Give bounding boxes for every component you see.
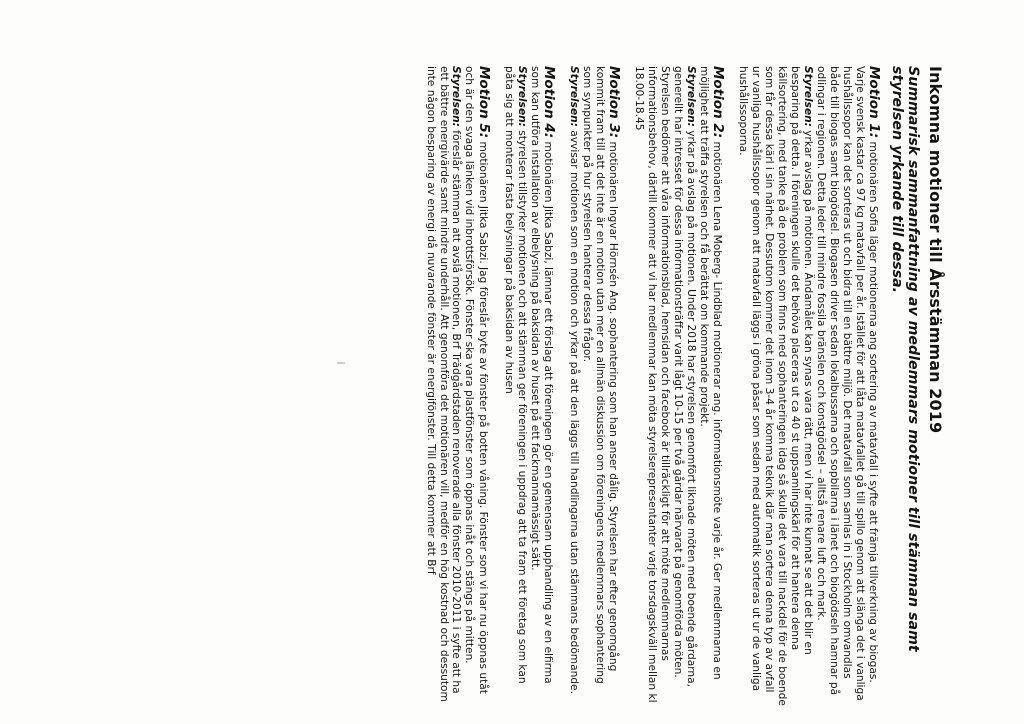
motion-text xyxy=(528,66,557,706)
motion-2 xyxy=(632,66,726,706)
motion-text xyxy=(814,66,882,706)
motion-label: Motion 1: xyxy=(865,66,882,139)
document-subtitle-line: Summarisk sammanfattning av medlemmars motioner till stämman samt xyxy=(905,66,922,652)
motion-label: Motion 4: xyxy=(541,66,558,139)
motion-3 xyxy=(567,66,622,706)
board-text: föreslår stämman att avslå motionen, Brf Trädgårdstaden renoverade alla fönster 2010-2011 i syfte att ha ett bättre energivärde samt mindre underhåll. Att genomföra det motionären vill, medför en hög kostnad och dessutom inte någon besparing av energi då nuvarande fönster är energifönster. Till detta kommer att Brf xyxy=(424,66,463,702)
motion-text xyxy=(462,66,491,706)
board-label: Styrelsen: xyxy=(515,66,528,127)
document-title: Inkomna motioner till Årsstämman 2019 xyxy=(926,66,945,434)
board-label: Styrelsen: xyxy=(567,66,580,127)
motion-body: motionären Lena Moberg- Lindblad motionerar ang. informationsmöte varje år. Ger medlemmarna en möjlighet att träffa styrelsen och få berättat om kommande projekt. xyxy=(697,66,724,680)
board-response xyxy=(424,66,463,706)
motion-label: Motion 5: xyxy=(475,66,492,139)
motion-body: motionären Sofia läger motionerna ang sortering av matavfall i syfte att främja tillverkning av biogas. Varje svensk kastar ca 97 kg matavfall per år. Istället för att låta matavfallet gå till spillo genom att slänga det i vanliga hushållssopor kan det sorteras ut och bidra till en bättre miljö. Det matavfall som samlas in i Stockholm omvandlas både till biogas samt biogödsel. Biogasen driver sedan lokalbussarna och sopbilarna i länet och biogödseln hamnar på odlingar i regionen. Detta leder till mindre fossila bränslen och konstgödsel – alltså renare luft och mark. xyxy=(814,66,879,701)
document-page xyxy=(75,66,945,706)
board-response xyxy=(502,66,528,706)
motion-body: motionären Jitka Sabzi, lämnar ett förslag att föreningen gör en gemensam upphandling av en elfirma som kan utföra installation av elbelysning på baksidan av huset på ett fackmannamässigt sätt. xyxy=(528,66,555,684)
motion-label: Motion 3: xyxy=(606,66,623,139)
board-text: avvisar motionen som en motion och yrkar på att den läggs till handlingarna utan stämmans bedömande. xyxy=(567,126,580,694)
board-text: yrkar avslag på motionen. Ändamålet kan synas vara rätt, men vi har inte kunnat se att det blir en besparing på detta. I föreningen skulle det behöva placeras ut ca 40 st uppsamlingskärl för att hantera denna källsortering, med tanke på de problem som finns med sophanteringen idag så skulle det vara till nackdel för de boende som får dessa kärl i sin närhet. Dessutom kommer det inom 3-4 år komma teknik där man sortera denna typ av avfall ur vanliga hushållssopor genom att matavfall läggs i gröna påsar som sedan med automatik sorteras ut ur de vanliga hushållssoporna. xyxy=(737,66,814,706)
motion-label: Motion 2: xyxy=(710,66,727,139)
board-response xyxy=(736,66,814,706)
board-response xyxy=(632,66,697,706)
board-text: styrelsen tillstyrker motionen och att stämman ger föreningen i uppdrag att ta fram ett företag som kan påta sig att monterar fasta belysningar på baksidan av husen xyxy=(502,66,528,684)
document-subtitle xyxy=(888,66,922,706)
motion-text xyxy=(580,66,622,706)
board-label: Styrelsen: xyxy=(684,66,697,127)
board-text: yrkar på avslag på motionen. Under 2018 har styrelsen genomfört liknade möten med boende gårdarna, generellt har intresset för dessa informationsträffar varit lågt 10-15 per två gårdar närvarat på genomförda möten. Styrelsen bedömer att våra informationsblad, hemsidan och facebook är tillräckligt för att möte medlemmarnas informationsbehov, därtill kommer att vi har medlemmar kan möta styrelserepresentanter varje torsdagskväll mellan kl 18.00-18.45 xyxy=(633,66,697,703)
motion-body: motionären Jitka Sabzi. Jag föreslår byte av fönster på botten våning. Fönster som vi har nu öppnas utåt och är den svaga länken vid inbrottsförsök. Fönster ska vara plastfönster som öppnas inåt och stängs på mitten. xyxy=(463,66,489,694)
board-response xyxy=(567,66,580,706)
motion-body: motionären Ingvar Hörnsén Ang. sophantering som han anser dålig. Styrelsen har efter genomgång kommit fram till att det inte är en motion utan mer en allmän diskussion om föreningens medlemmars sophantering som synpunkter på hur styrelsen hanterar dessa frågor. xyxy=(580,66,620,684)
board-label: Styrelsen: xyxy=(801,66,814,127)
scan-speck xyxy=(337,362,345,364)
motion-text xyxy=(697,66,726,706)
board-label: Styrelsen: xyxy=(450,66,463,127)
motion-1 xyxy=(736,66,882,706)
motion-5 xyxy=(424,66,492,706)
motion-4 xyxy=(502,66,557,706)
document-subtitle-line: styrelsen yrkande till dessa. xyxy=(888,66,905,294)
